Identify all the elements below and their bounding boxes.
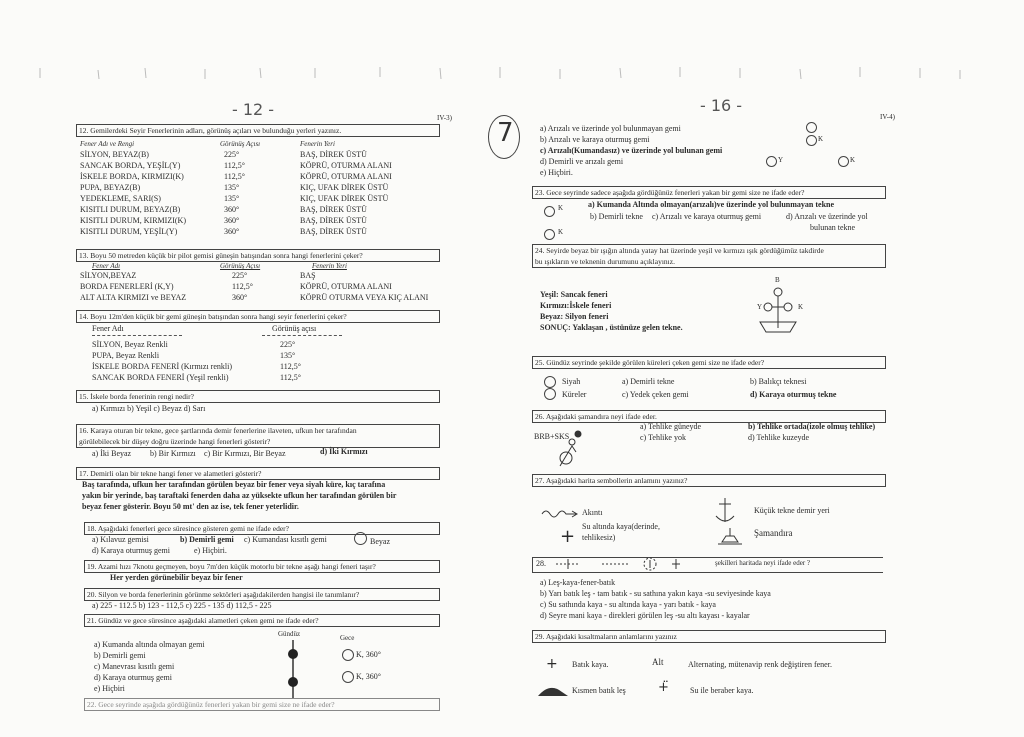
q24-title xyxy=(532,244,886,268)
q29-su-ile: Su ile beraber kaya. xyxy=(690,686,754,695)
red-light-icon-4 xyxy=(544,229,555,240)
q14-row-2-col-1: 112,5° xyxy=(280,362,301,371)
q12-row-1-col-2: KÖPRÜ, OTURMA ALANI xyxy=(300,161,392,170)
q13-row-1-col-1: 112,5° xyxy=(232,282,253,291)
q27-akinti: Akıntı xyxy=(582,508,603,517)
q25-option-b: b) Balıkçı teknesi xyxy=(750,377,807,386)
q12-row-5-col-2: BAŞ, DİREK ÜSTÜ xyxy=(300,205,367,214)
q22-option-c: c) Arızalı(Kumandasız) ve üzerinde yol bulunan gemi xyxy=(540,146,723,155)
q29-alt-desc: Alternating, mütenavip renk değiştiren fener. xyxy=(688,660,832,669)
q25-option-a: a) Demirli tekne xyxy=(622,377,675,386)
q20-options: a) 225 - 112.5 b) 123 - 112,5 c) 225 - 135 d) 112,5 - 225 xyxy=(92,601,272,610)
q16-option-a: a) İki Beyaz xyxy=(92,449,132,458)
q21-title: 21. Gündüz ve gece süresince aşağıdaki alametleri çeken gemi ne ifade eder? xyxy=(84,614,440,627)
red-light-icon-2 xyxy=(342,671,354,683)
q12-row-7-col-0: KISITLI DURUM, YEŞİL(Y) xyxy=(80,227,178,236)
q13-row-2-col-2: KÖPRÜ OTURMA VEYA KIÇ ALANI xyxy=(300,293,429,302)
q25-kureler: Küreler xyxy=(562,390,587,399)
q14-row-1-col-0: PUPA, Beyaz Renkli xyxy=(92,351,160,360)
q28-question: şekilleri haritada neyi ifade eder ? xyxy=(715,559,811,567)
q13-header-angle: Görünüş Açısı xyxy=(220,262,261,270)
q27-title: 27. Aşağıdaki harita sembollerin anlamını yazınız? xyxy=(532,474,886,487)
q14-row-0-col-1: 225° xyxy=(280,340,296,349)
q17-title: 17. Demirli olan bir tekne hangi fener ve alametleri gösterir? xyxy=(76,467,440,480)
q12-row-0-col-1: 225° xyxy=(224,150,240,159)
q13-header-place: Fenerin Yeri xyxy=(312,262,347,270)
q18-option-e: e) Hiçbiri. xyxy=(194,546,227,555)
q14-row-2-col-0: İSKELE BORDA FENERİ (Kırmızı renkli) xyxy=(92,362,232,371)
q14-row-0-col-0: SİLYON, Beyaz Renkli xyxy=(92,340,168,349)
white-light-icon xyxy=(354,532,367,545)
q22-light-y: Y xyxy=(778,156,784,164)
q22-light-k: K xyxy=(818,135,824,143)
q17-answer-line3: beyaz fener gösterir. Boyu 50 mt' den az ise, tek fener yeterlidir. xyxy=(82,502,299,511)
q13-header-name: Fener Adı xyxy=(92,262,121,270)
q12-row-0-col-0: SİLYON, BEYAZ(B) xyxy=(80,150,149,159)
q24-line1: Yeşil: Sancak feneri xyxy=(540,290,608,299)
black-ball-icon xyxy=(544,376,556,388)
q12-row-0-col-2: BAŞ, DİREK ÜSTÜ xyxy=(300,150,367,159)
black-ball-icon-2 xyxy=(544,388,556,400)
q16-title-line1: 16. Karaya oturan bir tekne, gece şartlarında demir fenerlerine ilaveten, ufkun her tarafından xyxy=(79,426,357,435)
q12-header-angle: Görünüş Açısı xyxy=(220,140,261,148)
q21-day-label: Gündüz xyxy=(278,630,301,638)
q22-light-k2: K xyxy=(850,156,856,164)
q14-divider xyxy=(92,335,182,336)
q21-night-label: Gece xyxy=(340,634,355,642)
q12-header-name: Fener Adı ve Rengi xyxy=(80,140,135,148)
q13-row-1-col-2: KÖPRÜ, OTURMA ALANI xyxy=(300,282,392,291)
q18-option-a: a) Kılavuz gemisi xyxy=(92,535,149,544)
q14-title: 14. Boyu 12m'den küçük bir gemi güneşin batışından sonra hangi seyir fenerlerini çeker? xyxy=(76,310,440,323)
q15-title: 15. İskele borda fenerinin rengi nedir? xyxy=(76,390,440,403)
q12-row-4-col-0: YEDEKLEME, SARI(S) xyxy=(80,194,161,203)
q21-day-shapes-icon xyxy=(282,640,304,702)
q28-option-b: b) Yarı batık leş - tam batık - su sathına yakın kaya -su seviyesinde kaya xyxy=(540,589,771,598)
q12-row-5-col-0: KISITLI DURUM, BEYAZ(B) xyxy=(80,205,181,214)
q13-row-2-col-0: ALT ALTA KIRMIZI ve BEYAZ xyxy=(80,293,187,302)
q24-line4: SONUÇ: Yaklaşan , üstünüze gelen tekne. xyxy=(540,323,683,332)
q26-option-d: d) Tehlike kuzeyde xyxy=(748,433,810,442)
q21-option-a: a) Kumanda altında olmayan gemi xyxy=(94,640,205,649)
q18-light-label: Beyaz xyxy=(370,537,390,546)
q29-title: 29. Aşağıdaki kısaltmaların anlamlarını yazınız xyxy=(532,630,886,643)
q29-alt: Alt xyxy=(652,657,664,667)
right-page-number: - 16 - xyxy=(700,96,743,115)
current-arrow-icon xyxy=(540,506,580,520)
q23-k1: K xyxy=(558,204,564,212)
q21-option-e: e) Hiçbiri xyxy=(94,684,125,693)
q27-kucuk-tekne: Küçük tekne demir yeri xyxy=(754,506,830,515)
q25-option-c: c) Yedek çeken gemi xyxy=(622,390,689,399)
q12-row-4-col-2: KIÇ, UFAK DİREK ÜSTÜ xyxy=(300,194,389,203)
q23-option-d-cont: bulunan tekne xyxy=(810,223,856,232)
q24-b-label: B xyxy=(775,276,780,284)
q12-row-6-col-1: 360° xyxy=(224,216,240,225)
q16-title-line2: görülebilecek bir düşey doğru üzerinde hangi fenerleri gösterir? xyxy=(79,437,271,446)
q17-answer-line2: yakın bir yerinde, baş taraftaki fenerden daha az yüksekte ufkun her tarafından görülen bir xyxy=(82,491,397,500)
q13-row-2-col-1: 360° xyxy=(232,293,248,302)
red-light-icon-3 xyxy=(544,206,555,217)
q21-light-1: K, 360° xyxy=(356,650,381,659)
q13-row-0-col-2: BAŞ xyxy=(300,271,316,280)
underwater-rock-icon: + xyxy=(560,526,576,547)
q23-option-a: a) Kumanda Altında olmayan(arızalı)ve üzerinde yol bulunmayan tekne xyxy=(588,200,835,209)
q12-row-6-col-2: BAŞ, DİREK ÜSTÜ xyxy=(300,216,367,225)
q25-title: 25. Gündüz seyrinde şekilde görülen küreleri çeken gemi size ne ifade eder? xyxy=(532,356,886,369)
q28-option-a: a) Leş-kaya-fener-batık xyxy=(540,578,616,587)
q12-row-3-col-2: KIÇ, UFAK DİREK ÜSTÜ xyxy=(300,183,389,192)
q12-row-5-col-1: 360° xyxy=(224,205,240,214)
q24-title-line2: bu ışıkların ve teknenin durumunu açıklayınız. xyxy=(535,257,675,266)
q12-row-3-col-0: PUPA, BEYAZ(B) xyxy=(80,183,141,192)
q12-header-place: Fenerin Yeri xyxy=(300,140,335,148)
q14-row-1-col-1: 135° xyxy=(280,351,296,360)
q18-option-b: b) Demirli gemi xyxy=(180,535,234,544)
q12-row-4-col-1: 135° xyxy=(224,194,240,203)
q18-option-d: d) Karaya oturmuş gemi xyxy=(92,546,170,555)
q19-answer: Her yerden görünebilir beyaz bir fener xyxy=(110,573,243,582)
light-icon-k xyxy=(806,135,817,146)
q13-row-1-col-0: BORDA FENERLERİ (K,Y) xyxy=(80,282,174,291)
q19-title: 19. Azami hızı 7knotu geçmeyen, boyu 7m'den küçük motorlu bir tekne aşağı hangi feneri taşır? xyxy=(84,560,440,573)
q12-row-1-col-0: SANCAK BORDA, YEŞİL(Y) xyxy=(80,161,181,170)
q25-option-d: d) Karaya oturmuş tekne xyxy=(750,390,837,399)
q24-line3: Beyaz: Silyon feneri xyxy=(540,312,609,321)
q13-row-0-col-1: 225° xyxy=(232,271,248,280)
q22-title: 22. Gece seyrinde aşağıda gördüğünüz fenerleri yakan bir gemi size ne ifade eder? xyxy=(84,698,440,711)
q12-row-2-col-2: KÖPRÜ, OTURMA ALANI xyxy=(300,172,392,181)
q14-row-3-col-0: SANCAK BORDA FENERİ (Yeşil renkli) xyxy=(92,373,229,382)
awash-rock-icon: +̈ xyxy=(658,680,669,695)
q23-option-c: c) Arızalı ve karaya oturmuş gemi xyxy=(652,212,762,221)
anchor-icon xyxy=(712,496,738,526)
q23-option-d: d) Arızalı ve üzerinde yol xyxy=(786,212,868,221)
q14-header-angle: Görünüş açısı xyxy=(272,324,317,333)
page-circle-number: 7 xyxy=(497,118,514,148)
q28-option-d: d) Seyre mani kaya - direkleri görülen leş -su altı kayası - kayalar xyxy=(540,611,750,620)
q28-number: 28. xyxy=(536,559,546,568)
q28-option-c: c) Su sathında kaya - su altında kaya - yarı batık - kaya xyxy=(540,600,716,609)
red-light-icon xyxy=(342,649,354,661)
q12-title: 12. Gemilerdeki Seyir Fenerlerinin adları, görünüş açıları ve bulunduğu yerleri yazınız. xyxy=(76,124,440,137)
q14-header-name: Fener Adı xyxy=(92,324,124,333)
q24-y-label: Y xyxy=(757,303,763,311)
q21-option-d: d) Karaya oturmuş gemi xyxy=(94,673,172,682)
chart-symbols-icon xyxy=(550,556,700,572)
q16-title xyxy=(76,424,440,448)
buoy-symbol-icon xyxy=(718,526,742,546)
q24-k-label: K xyxy=(798,303,804,311)
q26-option-a: a) Tehlike güneyde xyxy=(640,422,702,431)
left-page-number: - 12 - xyxy=(232,100,275,119)
q26-buoy-label: BRB+SKS xyxy=(534,432,570,441)
q18-title: 18. Aşağıdaki fenerleri gece süresince gösteren gemi ne ifade eder? xyxy=(84,522,440,535)
q12-row-2-col-1: 112,5° xyxy=(224,172,245,181)
q21-option-b: b) Demirli gemi xyxy=(94,651,146,660)
q17-answer-line1: Baş tarafında, ufkun her tarafından görülen beyaz bir fener veya siyah küre, kıç tarafına xyxy=(82,480,386,489)
q29-batik: Batık kaya. xyxy=(572,660,609,669)
q12-row-6-col-0: KISITLI DURUM, KIRMIZI(K) xyxy=(80,216,186,225)
q26-title: 26. Aşağıdaki şamandıra neyi ifade eder. xyxy=(532,410,886,423)
q23-k2: K xyxy=(558,228,564,236)
q12-row-1-col-1: 112,5° xyxy=(224,161,245,170)
q16-option-d: d) İki Kırmızı xyxy=(320,447,368,456)
buoy-icon xyxy=(552,426,592,470)
q12-row-7-col-2: BAŞ, DİREK ÜSTÜ xyxy=(300,227,367,236)
q13-row-0-col-0: SİLYON,BEYAZ xyxy=(80,271,137,280)
q21-light-2: K, 360° xyxy=(356,672,381,681)
q12-row-3-col-1: 135° xyxy=(224,183,240,192)
q16-option-b: b) Bir Kırmızı xyxy=(150,449,196,458)
q23-title: 23. Gece seyrinde sadece aşağıda gördüğünüz fenerleri yakan bir gemi size ne ifade eder? xyxy=(532,186,886,199)
q21-option-c: c) Manevrası kısıtlı gemi xyxy=(94,662,175,671)
q15-options: a) Kırmızı b) Yeşil c) Beyaz d) Sarı xyxy=(92,404,206,413)
q27-kaya-2: tehlikesiz) xyxy=(582,533,616,542)
partly-sunken-wreck-icon xyxy=(536,680,570,700)
q13-title: 13. Boyu 50 metreden küçük bir pilot gemisi güneşin batışından sonra hangi fenerlerini çeker? xyxy=(76,249,440,262)
q22-option-b: b) Arızalı ve karaya oturmuş gemi xyxy=(540,135,650,144)
q14-row-3-col-1: 112,5° xyxy=(280,373,301,382)
q18-option-c: c) Kumandası kısıtlı gemi xyxy=(244,535,327,544)
right-header-code: IV-4) xyxy=(880,113,895,121)
light-icon-y xyxy=(766,156,777,167)
q22-option-e: e) Hiçbiri. xyxy=(540,168,573,177)
q20-title: 20. Silyon ve borda fenerlerinin görünme sektörleri aşağıdakilerden hangisi ile tanımlanır? xyxy=(84,588,440,601)
q27-kaya-1: Su altında kaya(derinde, xyxy=(582,522,660,531)
q26-option-c: c) Tehlike yok xyxy=(640,433,686,442)
q22-option-d: d) Demirli ve arızalı gemi xyxy=(540,157,624,166)
sunken-rock-icon: + xyxy=(546,656,558,672)
q27-samandira: Şamandıra xyxy=(754,528,793,538)
q16-option-c: c) Bir Kırmızı, Bir Beyaz xyxy=(204,449,286,458)
q29-kismen: Kısmen batık leş xyxy=(572,686,626,695)
left-header-code: IV-3) xyxy=(437,114,452,122)
light-icon-k2 xyxy=(838,156,849,167)
q23-option-b: b) Demirli tekne xyxy=(590,212,643,221)
q25-siyah: Siyah xyxy=(562,377,581,386)
q22-option-a: a) Arızalı ve üzerinde yol bulunmayan gemi xyxy=(540,124,681,133)
q12-row-7-col-1: 360° xyxy=(224,227,240,236)
q12-row-2-col-0: İSKELE BORDA, KIRMIZI(K) xyxy=(80,172,184,181)
q24-title-line1: 24. Seyirde beyaz bir ışığın altında yatay hat üzerinde yeşil ve kırmızı ışık gördüğümüz takdirde xyxy=(535,246,824,255)
q24-line2: Kırmızı:İskele feneri xyxy=(540,301,612,310)
scan-artifact-marks xyxy=(0,62,1024,84)
q26-option-b: b) Tehlike ortada(izole olmuş tehlike) xyxy=(748,422,876,431)
light-icon-top xyxy=(806,122,817,133)
q14-divider-2 xyxy=(262,335,342,336)
